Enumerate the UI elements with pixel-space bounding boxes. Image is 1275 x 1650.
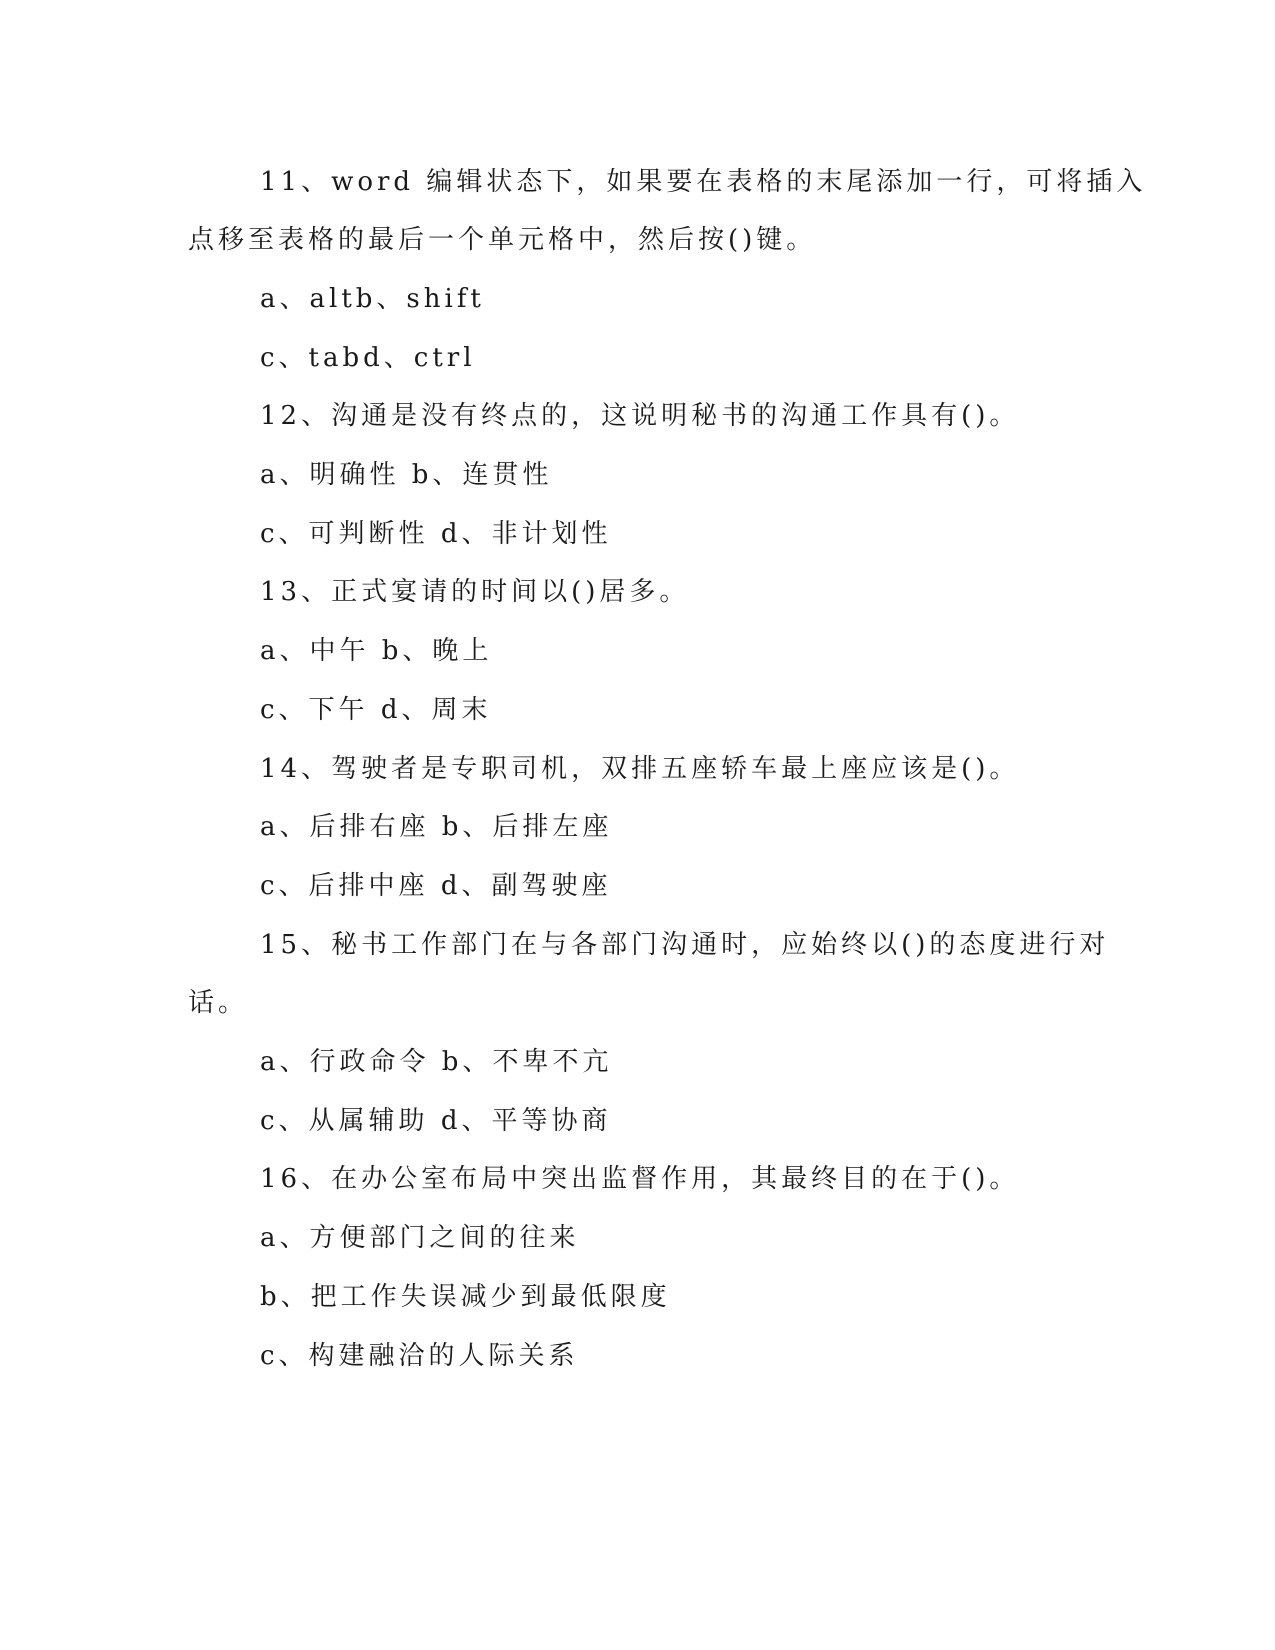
question-14-options-ab: a、后排右座 b、后排左座 [260, 812, 613, 842]
question-11-line-1: 11、word 编辑状态下，如果要在表格的末尾添加一行，可将插入 [260, 167, 1147, 197]
question-12-text: 12、沟通是没有终点的，这说明秘书的沟通工作具有()。 [260, 401, 1020, 431]
question-11-options-ab: a、altb、shift [260, 284, 485, 314]
question-14-options-cd: c、后排中座 d、副驾驶座 [260, 871, 612, 901]
question-12-options-cd: c、可判断性 d、非计划性 [260, 519, 612, 549]
question-16-option-b: b、把工作失误减少到最低限度 [260, 1282, 671, 1312]
question-16-option-c: c、构建融洽的人际关系 [260, 1341, 579, 1371]
question-12-options-ab: a、明确性 b、连贯性 [260, 460, 553, 490]
question-16-text: 16、在办公室布局中突出监督作用，其最终目的在于()。 [260, 1164, 1020, 1194]
question-15-options-ab: a、行政命令 b、不卑不亢 [260, 1047, 613, 1077]
question-16-option-a: a、方便部门之间的往来 [260, 1223, 580, 1253]
question-13-options-ab: a、中午 b、晚上 [260, 636, 493, 666]
question-11-options-cd: c、tabd、ctrl [260, 343, 476, 373]
question-13-text: 13、正式宴请的时间以()居多。 [260, 577, 690, 607]
question-15-line-1: 15、秘书工作部门在与各部门沟通时，应始终以()的态度进行对 [260, 930, 1110, 960]
question-14-text: 14、驾驶者是专职司机，双排五座轿车最上座应该是()。 [260, 754, 1020, 784]
question-15-options-cd: c、从属辅助 d、平等协商 [260, 1106, 612, 1136]
question-11-line-2: 点移至表格的最后一个单元格中，然后按()键。 [188, 225, 817, 255]
question-15-line-2: 话。 [188, 988, 249, 1018]
question-13-options-cd: c、下午 d、周末 [260, 695, 492, 725]
